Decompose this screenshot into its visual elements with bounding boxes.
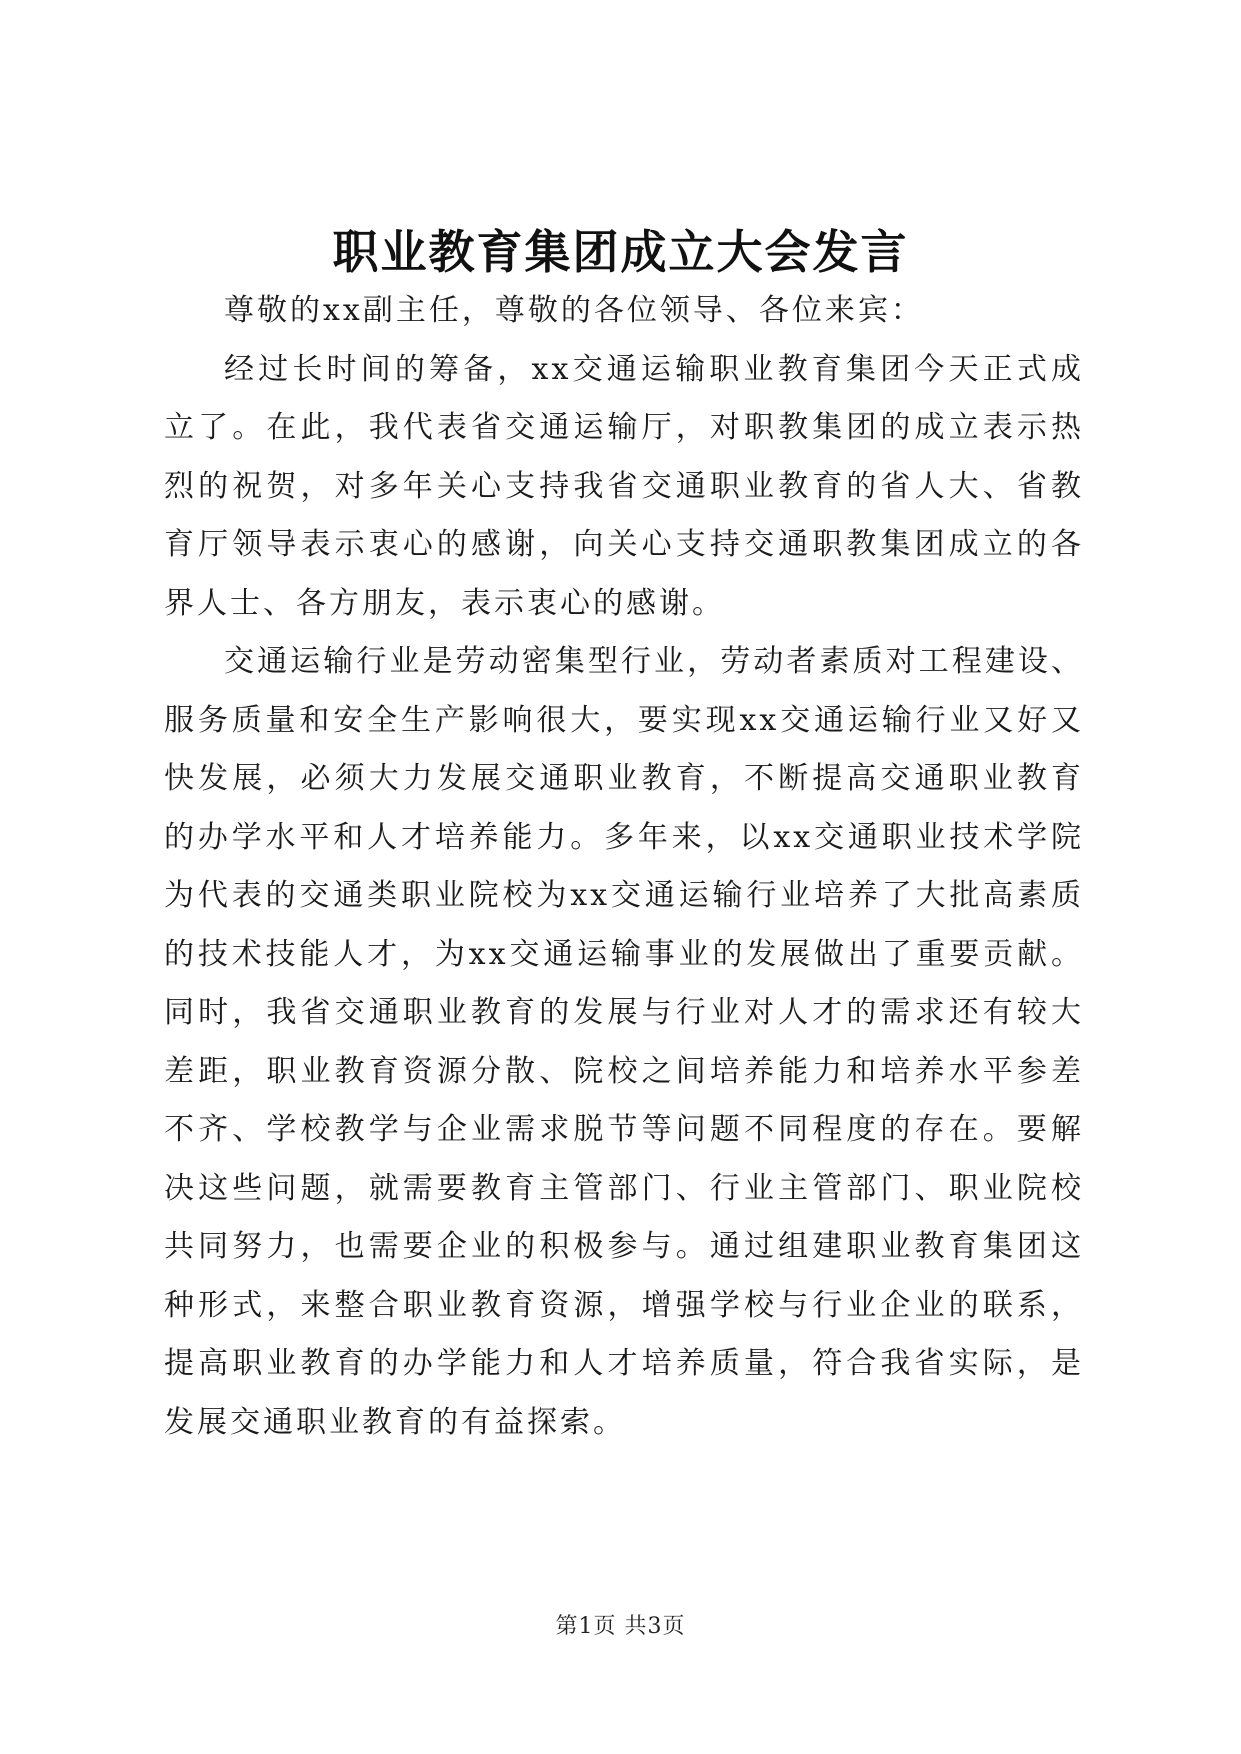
document-title: 职业教育集团成立大会发言 bbox=[332, 225, 909, 279]
paragraph-salutation: 尊敬的xx副主任，尊敬的各位领导、各位来宾： bbox=[224, 293, 924, 328]
paragraph-main: 交通运输行业是劳动密集型行业，劳动者素质对工程建设、服务质量和安全生产影响很大，要实现xx交通运输行业又好又快发展，必须大力发展交通职业教育，不断提高交通职业教育的办学水平和人才培养能力。多年来，以xx交通职业技术学院为代表的交通类职业院校为xx交通运输行业培养了大批高素质的技术技能人才，为xx交通运输事业的发展做出了重要贡献。同时，我省交通职业教育的发展与行业对人才的需求还有较大差距，职业教育资源分散、院校之间培养能力和培养水平参差不齐、学校教学与企业需求脱节等问题不同程度的存在。要解决这些问题，就需要教育主管部门、行业主管部门、职业院校共同努力，也需要企业的积极参与。通过组建职业教育集团这种形式，来整合职业教育资源，增强学校与行业企业的联系，提高职业教育的办学能力和人才培养质量，符合我省实际，是发展交通职业教育的有益探索。 bbox=[164, 644, 1084, 1440]
paragraph-opening: 经过长时间的筹备，xx交通运输职业教育集团今天正式成立了。在此，我代表省交通运输厅，对职教集团的成立表示热烈的祝贺，对多年关心支持我省交通职业教育的省人大、省教育厅领导表示衷心的感谢，向关心支持交通职教集团成立的各界人士、各方朋友，表示衷心的感谢。 bbox=[164, 351, 1084, 621]
document-body bbox=[164, 282, 1084, 1452]
page-number-footer: 第1页 共3页 bbox=[555, 1614, 686, 1639]
